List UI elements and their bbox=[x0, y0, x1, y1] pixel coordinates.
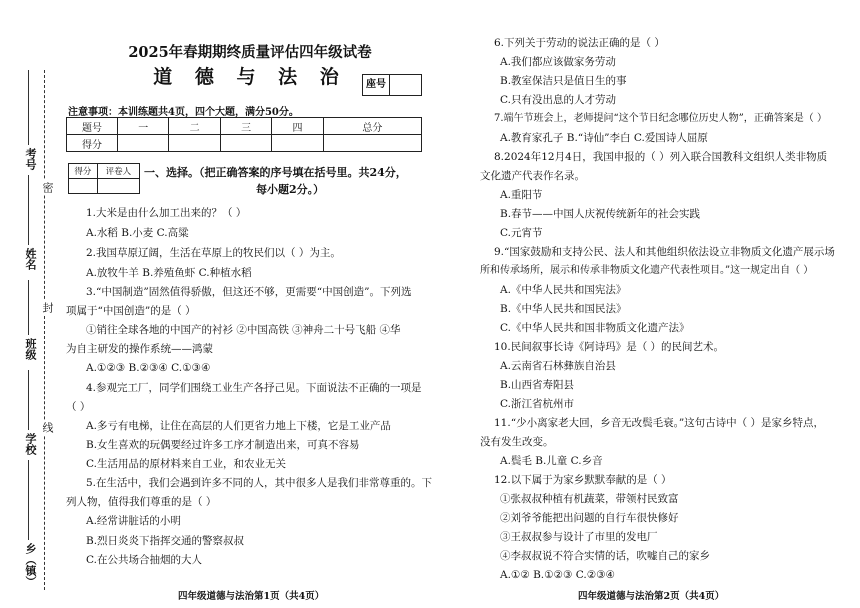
question-line: 9.“国家鼓励和支持公民、法人和其他组织依法设立非物质文化遗产展示场 bbox=[494, 246, 835, 258]
option-line: C.《中华人民共和国非物质文化遗产法》 bbox=[500, 322, 690, 334]
option-line: A.云南省石林彝族自治县 bbox=[500, 360, 616, 372]
option-line: C.浙江省杭州市 bbox=[500, 398, 574, 410]
option-line: B.教室保洁只是值日生的事 bbox=[500, 75, 627, 87]
score-header-cell: 总分 bbox=[323, 118, 421, 135]
question-line: 2.我国草原辽阔，生活在草原上的牧民们以（ ）为主。 bbox=[86, 247, 341, 259]
score-cell[interactable] bbox=[220, 135, 271, 152]
binding-gutter bbox=[0, 0, 60, 608]
binding-dashed-line bbox=[44, 70, 45, 590]
question-line: 6.下列关于劳动的说法正确的是（ ） bbox=[494, 37, 665, 49]
score-cell[interactable] bbox=[169, 135, 220, 152]
option-line: B.烈日炎炎下指挥交通的警察叔叔 bbox=[86, 535, 245, 547]
option-line: B.女生喜欢的玩偶要经过许多工序才制造出来，可真不容易 bbox=[86, 439, 360, 451]
gutter-label-exam-number: 考号 bbox=[24, 148, 37, 170]
score-header-cell: 四 bbox=[272, 118, 323, 135]
question-line: 文化遗产代表作名录。 bbox=[480, 170, 585, 182]
option-line: ③王叔叔参与设计了市里的发电厂 bbox=[500, 531, 658, 543]
option-line: B.《中华人民共和国民法》 bbox=[500, 303, 627, 315]
option-line: A.放牧牛羊 B.养殖鱼虾 C.种植水稻 bbox=[86, 267, 252, 279]
field-underline bbox=[28, 370, 29, 430]
score-header-cell: 一 bbox=[118, 118, 169, 135]
option-line: A.水稻 B.小麦 C.高粱 bbox=[86, 227, 189, 239]
option-line: B.春节——中国人庆祝传统新年的社会实践 bbox=[500, 208, 701, 220]
exam-notice: 注意事项：本训练题共4页，四个大题，满分50分。 bbox=[68, 107, 299, 118]
option-line: C.元宵节 bbox=[500, 227, 543, 239]
section-grader-table bbox=[68, 163, 140, 194]
option-line: A.《中华人民共和国宪法》 bbox=[500, 284, 627, 296]
option-line: ①张叔叔种植有机蔬菜，带领村民致富 bbox=[500, 493, 679, 505]
question-line: 10.民间叙事长诗《阿诗玛》是（ ）的民间艺术。 bbox=[494, 341, 725, 353]
score-header-cell: 题号 bbox=[67, 118, 118, 135]
option-line: A.教育家孔子 B.“诗仙”李白 C.爱国诗人屈原 bbox=[500, 132, 708, 144]
question-line: 5.在生活中，我们会遇到许多不同的人，其中很多人是我们非常尊重的。下 bbox=[86, 477, 433, 489]
score-value-row bbox=[67, 135, 422, 152]
gutter-label-name: 姓名 bbox=[24, 248, 37, 270]
field-underline bbox=[28, 70, 29, 145]
option-line: A.我们都应该做家务劳动 bbox=[500, 56, 616, 68]
binding-mark-feng: 封 bbox=[41, 302, 54, 313]
option-line: A.多亏有电梯，让住在高层的人们更省力地上下楼，它是工业产品 bbox=[86, 420, 391, 432]
section-heading bbox=[144, 164, 424, 198]
question-line: 8.2024年12月4日，我国申报的（ ）列入联合国教科文组织人类非物质 bbox=[494, 151, 828, 163]
score-cell[interactable] bbox=[323, 135, 421, 152]
score-header-cell: 三 bbox=[220, 118, 271, 135]
score-cell[interactable] bbox=[272, 135, 323, 152]
score-header-cell: 二 bbox=[169, 118, 220, 135]
field-underline bbox=[28, 280, 29, 335]
question-line: 没有发生改变。 bbox=[480, 436, 554, 448]
question-line: 12.以下属于为家乡默默奉献的是（ ） bbox=[494, 474, 672, 486]
question-line: 1.大米是由什么加工出来的？（ ） bbox=[86, 207, 247, 219]
field-underline bbox=[28, 460, 29, 540]
question-line: 为自主研发的操作系统——鸿蒙 bbox=[66, 343, 213, 355]
binding-mark-mi: 密 bbox=[41, 182, 54, 193]
question-line: 4.参观完工厂，同学们围绕工业生产各抒己见。下面说法不正确的一项是 bbox=[86, 382, 422, 394]
exam-subject: 道 德 与 法 治 bbox=[153, 66, 347, 88]
score-header-row bbox=[67, 118, 422, 135]
score-cell[interactable] bbox=[118, 135, 169, 152]
option-line: A.①② B.①②③ C.②③④ bbox=[500, 569, 615, 581]
question-line: 7.端午节班会上，老师提问“这个节日纪念哪位历史人物”，正确答案是（ ） bbox=[494, 113, 827, 124]
score-row-label: 得分 bbox=[67, 135, 118, 152]
section-title-cont: 每小题2分。） bbox=[256, 183, 325, 196]
gutter-label-class: 班级 bbox=[24, 338, 37, 360]
option-line: C.只有没出息的人才劳动 bbox=[500, 94, 616, 106]
mini-cell[interactable] bbox=[97, 179, 139, 194]
mini-cell[interactable] bbox=[69, 179, 98, 194]
question-line: 项属于“中国创造”的是（ ） bbox=[66, 305, 196, 317]
question-line: 列人物，值得我们尊重的是（ ） bbox=[66, 496, 217, 508]
option-line: B.山西省寿阳县 bbox=[500, 379, 575, 391]
option-line: A.①②③ B.②③④ C.①③④ bbox=[86, 362, 211, 374]
question-line: （ ） bbox=[66, 401, 91, 413]
question-line: 3.“中国制造”固然值得骄傲，但这还不够，更需要“中国创造”。下列选 bbox=[86, 286, 412, 298]
seat-label: 座号 bbox=[363, 75, 390, 95]
gutter-label-school: 学校 bbox=[24, 433, 37, 455]
mini-header-grader: 评卷人 bbox=[97, 164, 139, 179]
field-underline bbox=[28, 175, 29, 245]
option-line: ②刘爷爷能把出问题的自行车很快修好 bbox=[500, 512, 679, 524]
option-line: A.重阳节 bbox=[500, 189, 543, 201]
option-line: ④李叔叔说不符合实情的话，吹嘘自己的家乡 bbox=[500, 550, 710, 562]
gutter-label-township: 乡（镇） bbox=[24, 543, 37, 587]
section-title: 一、选择。（把正确答案的序号填在括号里。共24分， bbox=[144, 166, 407, 179]
binding-mark-xian: 线 bbox=[41, 422, 54, 433]
seat-number-box bbox=[362, 74, 422, 96]
option-line: A.经常讲脏话的小明 bbox=[86, 515, 181, 527]
question-line: ①销往全球各地的中国产的衬衫 ②中国高铁 ③神舟二十号飞船 ④华 bbox=[86, 324, 401, 336]
footer-page-1: 四年级道德与法治第1页（共4页） bbox=[178, 591, 325, 602]
option-line: C.在公共场合抽烟的大人 bbox=[86, 554, 202, 566]
question-line: 所和传承场所，展示和传承非物质文化遗产代表性项目。”这一规定出自（ ） bbox=[480, 265, 814, 276]
score-table bbox=[66, 117, 422, 152]
question-line: 11.“少小离家老大回，乡音无改鬓毛衰。”这句古诗中（ ）是家乡特点， bbox=[494, 417, 825, 429]
exam-title: 2025年春期期终质量评估四年级试卷 bbox=[128, 44, 372, 61]
mini-header-score: 得分 bbox=[69, 164, 98, 179]
option-line: A.鬓毛 B.儿童 C.乡音 bbox=[500, 455, 603, 467]
option-line: C.生活用品的原材料来自工业，和农业无关 bbox=[86, 458, 286, 470]
footer-page-2: 四年级道德与法治第2页（共4页） bbox=[578, 591, 725, 602]
